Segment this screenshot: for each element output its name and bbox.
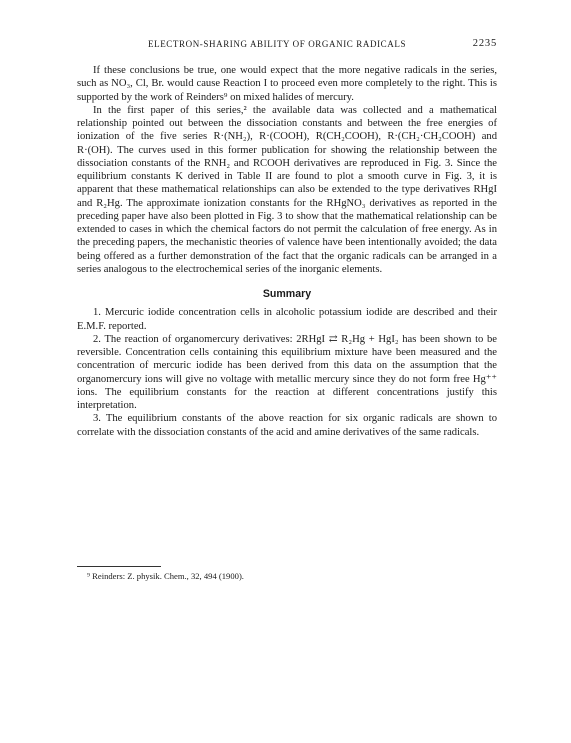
summary-item-1: 1. Mercuric iodide concentration cells in alcoholic potassium iodide are described and their E.M.F. reported.: [77, 307, 497, 332]
summary-heading: Summary: [262, 288, 312, 300]
body-paragraph-2: In the first paper of this series,² the available data was collected and a mathematical relationship pointed out between the dissociation constants and between the free energies of ionization of the five series R·(NH₂), R·(COOH), R(CH₂COOH), R·(CH₂·CH₂COOH) and R·(OH). The curves used in this former publication for showing the relationship between the dissociation constants of the RNH₂ and RCOOH derivatives are reproduced in Fig. 3. Since the equilibrium constants K derived in Table II are found to plot a smooth curve in Fig. 3, it is apparent that these mathematical relationships can also be extended to the type derivatives RHgI and R₂Hg. The approximate ionization constants for the RHgNO₃ derivatives as reported in the preceding paper have also been plotted in Fig. 3 to show that the mathematical relationship can be extended to cases in which the chemical factors do not permit the calculation of free energy. As in the preceding papers, the mechanistic theories of valence have been intentionally avoided; the data being offered as a further demonstration of the fact that the organic radicals can be arranged in a series analogous to the electrochemical series of the inorganic elements.: [77, 104, 497, 275]
summary-item-3: 3. The equilibrium constants of the above reaction for six organic radicals are shown to correlate with the dissociation constants of the acid and amine derivatives of the same radicals.: [77, 413, 497, 438]
running-title: ELECTRON-SHARING ABILITY OF ORGANIC RADICALS: [148, 39, 407, 49]
summary-section: [77, 306, 497, 439]
summary-item-2: 2. The reaction of organomercury derivatives: 2RHgI ⇄ R₂Hg + HgI₂ has been shown to be reversible. Concentration cells containing this equilibrium mixture have been measured and the concentration of mercuric iodide has been derived from this data on the assumption that the organomercury ions will give no voltage with metallic mercury since they do not form free Hg⁺⁺ ions. The equilibrium constants for the reaction at different concentrations justify this interpretation.: [77, 333, 497, 411]
page-number: 2235: [472, 38, 497, 49]
body-paragraph-1: If these conclusions be true, one would expect that the more negative radicals in the series, such as NO₃, Cl, Br. would cause Reaction I to proceed even more completely to the right. This is supported by the work of Reinders⁹ on mixed halides of mercury.: [77, 65, 497, 103]
footnote-rule: [77, 566, 161, 567]
footnote: ⁹ Reinders: Z. physik. Chem., 32, 494 (1900).: [87, 571, 244, 581]
running-head: [77, 39, 497, 53]
text-block: [77, 64, 497, 439]
